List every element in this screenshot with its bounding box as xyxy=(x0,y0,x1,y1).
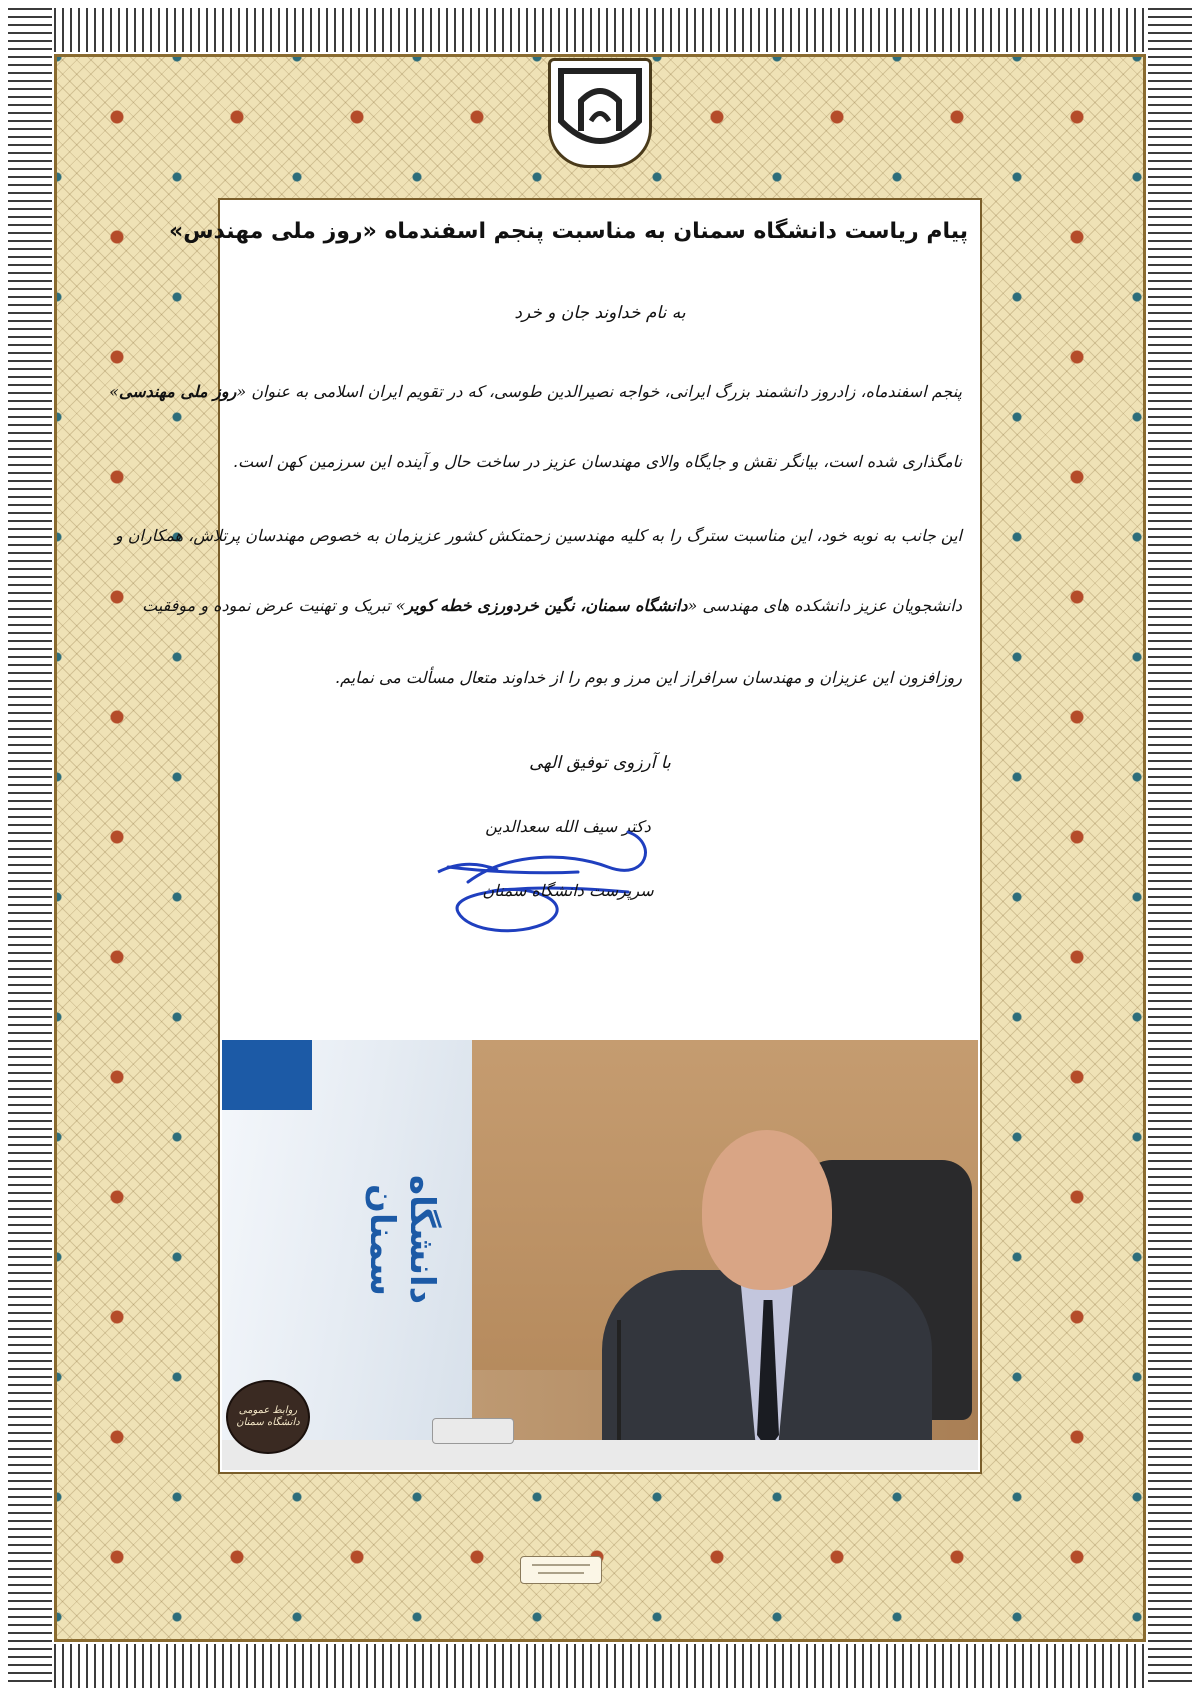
paragraph-line-2: نامگذاری شده است، بیانگر نقش و جایگاه والای مهندسان عزیز در ساخت حال و آینده این سرزمین کهن است. xyxy=(232,452,962,471)
university-logo xyxy=(548,58,652,168)
closing-line: با آرزوی توفیق الهی xyxy=(529,753,671,773)
flag-logo-band xyxy=(222,1040,312,1110)
basmala-line: به نام خداوند جان و خرد xyxy=(514,303,686,323)
outer-pattern-right xyxy=(1148,8,1192,1688)
logo-emblem-icon xyxy=(551,61,649,165)
paragraph-line-4: دانشجویان عزیز دانشکده های مهندسی «دانشگاه سمنان، نگین خردورزی خطه کویر» تبریک و تهنیت عرض نموده و موفقیت xyxy=(142,596,962,615)
outer-pattern-bottom xyxy=(8,1644,1192,1688)
desk-microphone xyxy=(617,1320,621,1442)
paragraph-line-1: پنجم اسفندماه، زادروز دانشمند بزرگ ایرانی، خواجه نصیرالدین طوسی، که در تقویم ایران اسلامی به عنوان «روز ملی مهندسی» xyxy=(109,382,962,401)
signatory-name: دکتر سیف الله سعدالدین xyxy=(485,817,651,836)
signatory-title: سرپرست دانشگاه سمنان xyxy=(482,881,654,900)
designer-mark xyxy=(520,1556,602,1584)
desk-phone xyxy=(432,1418,514,1444)
flag-text: دانشگاه سمنان xyxy=(362,1175,442,1305)
desk xyxy=(222,1440,978,1470)
outer-pattern-left xyxy=(8,8,52,1688)
paragraph-line-5: روزافزون این عزیزان و مهندسان سرافراز این مرز و بوم را از خداوند متعال مسألت می نمایم. xyxy=(335,668,962,687)
public-relations-seal: روابط عمومی دانشگاه سمنان xyxy=(226,1380,310,1454)
designer-mark-icon xyxy=(522,1557,600,1581)
person-head xyxy=(702,1130,832,1290)
outer-pattern-top xyxy=(8,8,1192,52)
portrait-photo xyxy=(222,1040,978,1470)
paragraph-line-3: این جانب به نوبه خود، این مناسبت سترگ را به کلیه مهندسین زحمتکش کشور عزیزمان به خصوص مهندسان پرتلاش، همکاران و xyxy=(114,526,962,545)
page-title: پیام ریاست دانشگاه سمنان به مناسبت پنجم اسفندماه «روز ملی مهندس» xyxy=(168,219,968,244)
